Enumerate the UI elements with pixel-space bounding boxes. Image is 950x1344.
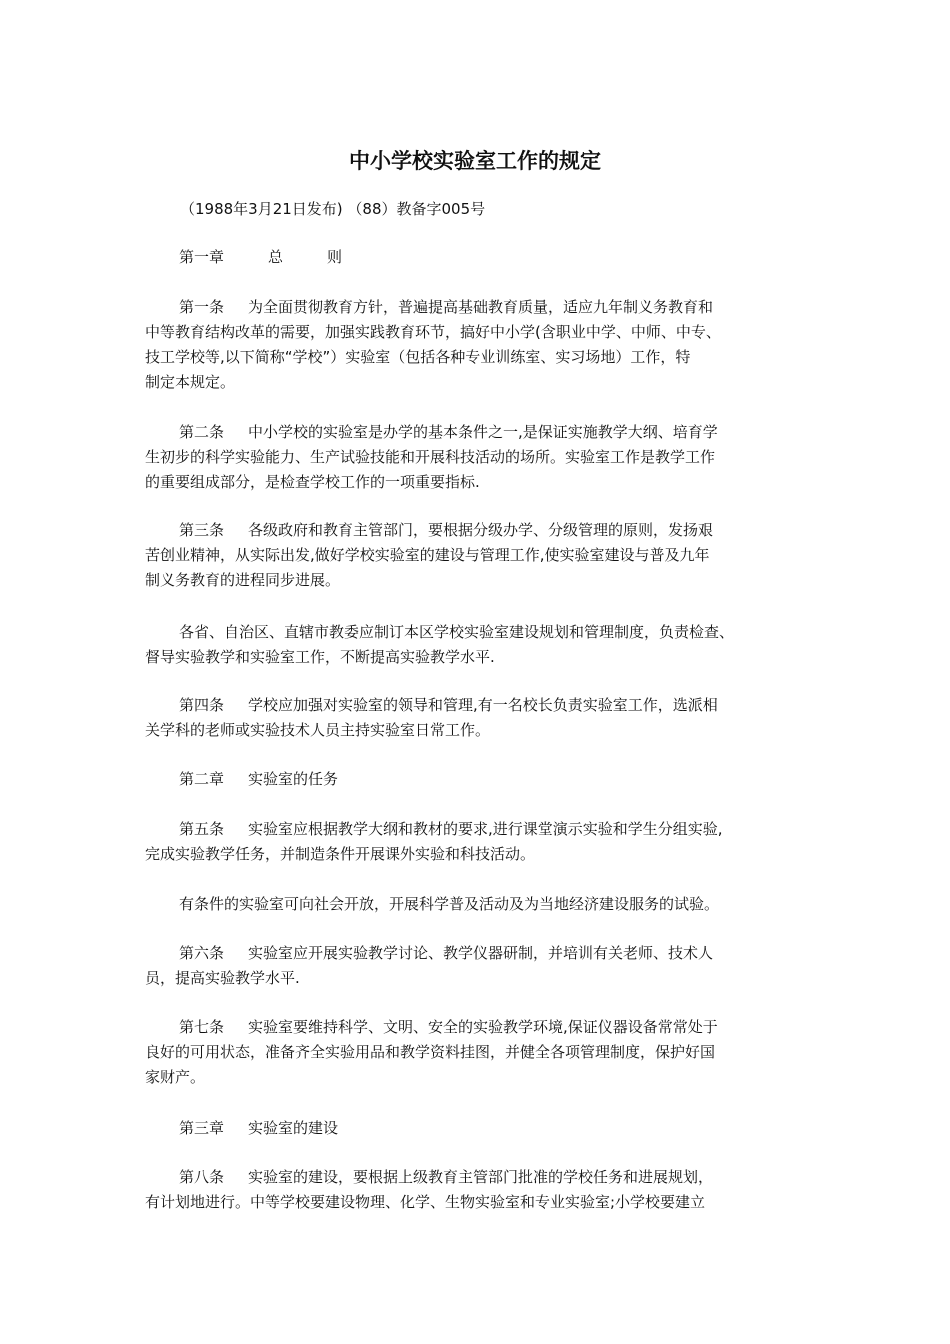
chapter-3-title: 实验室的建设 (248, 1119, 339, 1137)
chapter-1-title-a: 总 (268, 248, 284, 266)
chapter-2-heading (145, 767, 813, 792)
document-title: 中小学校实验室工作的规定 (349, 149, 601, 173)
article-2-label: 第二条 (179, 423, 225, 441)
article-5-line: 实验室应根据教学大纲和教材的要求,进行课堂演示实验和学生分组实验, (248, 820, 723, 838)
article-6-label: 第六条 (179, 944, 225, 962)
article-6-line: 员，提高实验教学水平. (145, 969, 300, 987)
article-7 (145, 1015, 813, 1090)
article-3-line: 各级政府和教育主管部门，要根据分级办学、分级管理的原则，发扬艰 (248, 521, 714, 539)
article-7-label: 第七条 (179, 1018, 225, 1036)
article-5-label: 第五条 (179, 820, 225, 838)
article-3-line: 制义务教育的进程同步进展。 (145, 571, 341, 589)
article-2-line: 中小学校的实验室是办学的基本条件之一,是保证实施教学大纲、培育学 (248, 423, 718, 441)
chapter-3-label: 第三章 (179, 1119, 225, 1137)
document-subtitle: （1988年3月21日发布) （88）教备字005号 (180, 200, 486, 218)
article-4-line: 学校应加强对实验室的领导和管理,有一名校长负责实验室工作，选派相 (248, 696, 718, 714)
chapter-2-label: 第二章 (179, 770, 225, 788)
article-4 (145, 693, 813, 743)
article-7-line: 良好的可用状态，准备齐全实验用品和教学资料挂图，并健全各项管理制度，保护好国 (145, 1043, 716, 1061)
article-5-line: 完成实验教学任务，并制造条件开展课外实验和科技活动。 (145, 845, 536, 863)
article-1-line: 为全面贯彻教育方针，普遍提高基础教育质量，适应九年制义务教育和 (248, 298, 714, 316)
article-8 (145, 1165, 813, 1215)
article-2 (145, 420, 813, 495)
article-7-line: 实验室要维持科学、文明、安全的实验教学环境,保证仪器设备常常处于 (248, 1018, 718, 1036)
article-4-label: 第四条 (179, 696, 225, 714)
article-3b-line: 督导实验教学和实验室工作，不断提高实验教学水平. (145, 648, 495, 666)
article-3-paragraph-2 (145, 620, 813, 670)
article-1-line: 中等教育结构改革的需要，加强实践教育环节，搞好中小学(含职业中学、中师、中专、 (145, 323, 721, 341)
chapter-1-heading (145, 245, 813, 270)
article-3b-line: 各省、自治区、直辖市教委应制订本区学校实验室建设规划和管理制度，负责检查、 (179, 623, 735, 641)
article-6-line: 实验室应开展实验教学讨论、教学仪器研制，并培训有关老师、技术人 (248, 944, 714, 962)
article-8-label: 第八条 (179, 1168, 225, 1186)
article-5b-line: 有条件的实验室可向社会开放，开展科学普及活动及为当地经济建设服务的试验。 (179, 895, 720, 913)
article-1 (145, 295, 813, 395)
chapter-3-heading (145, 1116, 813, 1141)
article-3-label: 第三条 (179, 521, 225, 539)
article-1-line: 制定本规定。 (145, 373, 236, 391)
article-8-line: 实验室的建设，要根据上级教育主管部门批准的学校任务和进展规划， (248, 1168, 714, 1186)
chapter-1-title-b: 则 (327, 248, 343, 266)
article-2-line: 的重要组成部分，是检查学校工作的一项重要指标. (145, 473, 480, 491)
article-5 (145, 817, 813, 867)
article-1-label: 第一条 (179, 298, 225, 316)
article-8-line: 有计划地进行。中等学校要建设物理、化学、生物实验室和专业实验室;小学校要建立 (145, 1193, 706, 1211)
article-4-line: 关学科的老师或实验技术人员主持实验室日常工作。 (145, 721, 491, 739)
article-3 (145, 518, 813, 593)
article-7-line: 家财产。 (145, 1068, 206, 1086)
article-2-line: 生初步的科学实验能力、生产试验技能和开展科技活动的场所。实验室工作是教学工作 (145, 448, 716, 466)
article-5-paragraph-2 (145, 892, 813, 917)
article-6 (145, 941, 813, 991)
chapter-1-label: 第一章 (179, 248, 225, 266)
chapter-2-title: 实验室的任务 (248, 770, 339, 788)
article-3-line: 苦创业精神，从实际出发,做好学校实验室的建设与管理工作,使实验室建设与普及九年 (145, 546, 710, 564)
article-1-line: 技工学校等,以下简称“学校”）实验室（包括各种专业训练室、实习场地）工作，特 (145, 348, 691, 366)
